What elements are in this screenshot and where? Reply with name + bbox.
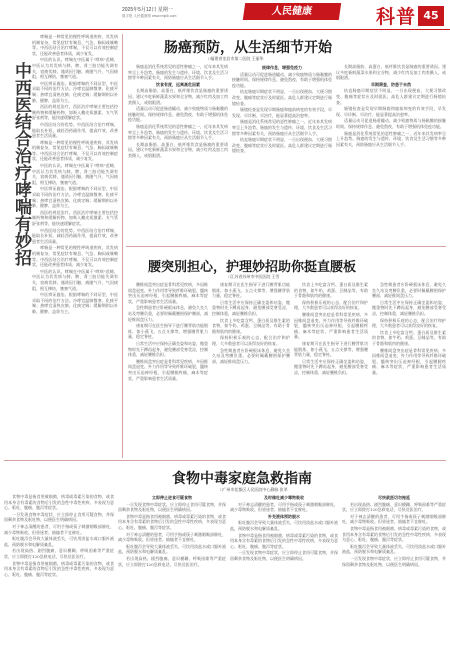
article-4-paragraph: 对于神志清醒的患者，可用手指或筷子刺激咽喉部催吐，减少毒物吸收。但昏迷者、抽搐者不宜催吐。 xyxy=(342,513,446,525)
article-3-paragraph: 日常生活中应保持正确坐姿和站姿，搬重物时先下蹲再起身，避免腰部受寒受凉，控制体重，减轻腰椎负担。 xyxy=(212,299,290,316)
article-1-paragraph: 西医的规范治疗。西医治疗哮喘主要包括控制药物和缓解药物，如吸入糖皮质激素、支气管舒张剂等，能快速缓解症状。 xyxy=(32,104,118,121)
article-3-paragraph: 日常生活中应保持正确坐姿和站姿，搬重物时先下蹲再起身，避免腰部受寒受凉，控制体重，减轻腰椎负担。 xyxy=(294,358,368,375)
publication-meta: 数字报 人民健康网 www.rmjkb.com xyxy=(122,14,177,18)
article-2-paragraph: 肠癌是消化系统常见的恶性肿瘤之一，近年来其发病率呈上升趋势。肠癌的发生与遗传、环境、饮食及生活习惯等多种因素有关，预防肠癌应从生活细节入手。 xyxy=(232,119,332,136)
article-3-paragraph: 急性期患者应卧硬板床休息，避免久坐久站及弯腰负重，必要时佩戴腰围保护腰部，减轻椎间盘压力。 xyxy=(372,282,446,299)
article-1-paragraph: 中西医结合的优势。中西医结合治疗哮喘，能取长补短，减轻西药副作用，提高疗效，改善患者生活质量。 xyxy=(32,121,118,139)
article-4-paragraph: 若出现高热、剧烈腹痛、意识模糊、呼吸困难等严重症状，应立即拨打120急救电话，尽快送医治疗。 xyxy=(4,548,114,559)
article-4-paragraph: 一旦发现食物中毒症状，应立即停止食用可疑食物，并保留剩余食物及呕吐物，以便医生明确病因。 xyxy=(230,550,338,561)
article-3-paragraph: 腰椎间盘突出症是骨科常见疾病，多因椎间盘退变、外力作用等导致纤维环破裂，髓核突出压迫神经根，引起腰腿疼痛、麻木等症状，严重影响患者生活质量。 xyxy=(128,358,208,381)
article-3-byline: □江苏省苏州市中医医院 王雪 xyxy=(228,274,280,279)
article-4-paragraph: 食物中毒是指食用被细菌、病毒或毒素污染的食物，或食用本身含有毒素的食物后引发的急性中毒性疾病，多表现为恶心、呕吐、腹痛、腹泻等症状。 xyxy=(230,532,338,549)
page-header xyxy=(0,0,450,30)
article-1-paragraph: 中医辨证施治。根据哮喘的不同证型，中医采取不同的治疗方法。冷哮宜温肺散寒、化痰平喘；热哮宜清热宣肺、化痰定喘；缓解期则以补肺、健脾、益肾为主。 xyxy=(32,292,118,314)
article-3-paragraph: 饮食上多吃富含钙、蛋白质及维生素的食物，如牛奶、鸡蛋、豆制品等，有助于骨骼和肌肉的健康。 xyxy=(212,317,290,334)
article-2-paragraph: 结直肠癌早期症状不明显，一旦出现便血、大便习惯改变、腹痛等症状应及时就医。高危人群建议定期进行肠镜检查。 xyxy=(232,137,332,154)
article-1-paragraph: 中医的认识。哮喘在中医属于"哮病"范畴，中医认为其发病与肺、脾、肾三脏功能失调有关，宿痰伏肺，遇诱因引触，痰随气升，气因痰阻，相互搏结，壅塞气道。 xyxy=(32,163,118,185)
article-3-paragraph: 急性期患者应卧硬板床休息，避免久坐久站及弯腰负重，必要时佩戴腰围保护腰部，减轻椎间盘压力。 xyxy=(212,347,290,364)
article-3-column-1 xyxy=(128,282,208,452)
article-1-paragraph: 中医的认识。哮喘在中医属于"哮病"范畴，中医认为其发病与肺、脾、肾三脏功能失调有关，宿痰伏肺，遇诱因引触，痰随气升，气因痰阻，相互搏结，壅塞气道。 xyxy=(32,268,118,291)
article-4-paragraph: 一旦发现食物中毒症状，应立即停止食用可疑食物，并保留剩余食物及呕吐物，以便医生明确病因。 xyxy=(118,501,226,513)
article-2-paragraph: 肠癌是消化系统常见的恶性肿瘤之一，近年来其发病率呈上升趋势。肠癌的发生与遗传、环境、饮食及生活习惯等多种因素有关，预防肠癌应从生活细节入手。 xyxy=(128,64,228,81)
article-1-paragraph: 中医辨证施治。根据哮喘的不同证型，中医采取不同的治疗方法。冷哮宜温肺散寒、化痰平喘；热哮宜清热宣肺、化痰定喘；缓解期则以补肺、健脾、益肾为主。 xyxy=(32,186,118,209)
article-2-paragraph: 肠癌是消化系统常见的恶性肿瘤之一，近年来其发病率呈上升趋势。肠癌的发生与遗传、环境、饮食及生活习惯等多种因素有关，预防肠癌应从生活细节入手。 xyxy=(336,130,446,147)
article-2-column-2 xyxy=(232,64,332,244)
article-2-paragraph: 长期高脂肪、高蛋白、低纤维饮食是肠癌的重要诱因。建议多吃新鲜蔬菜水果和全谷物，减少红肉及加工肉类摄入，戒烟限酒。 xyxy=(128,141,228,158)
section-divider xyxy=(4,460,446,461)
article-4-paragraph: 呕吐腹泻会导致大量体液丢失，可饮用淡盐水或口服补液盐，预防脱水和电解质紊乱。 xyxy=(342,543,446,555)
article-4-paragraph: 若出现高热、剧烈腹痛、意识模糊、呼吸困难等严重症状，应立即拨打120急救电话，尽快送医治疗。 xyxy=(342,501,446,513)
article-4-paragraph: 一旦发现食物中毒症状，应立即停止食用可疑食物，并保留剩余食物及呕吐物，以便医生明确病因。 xyxy=(4,511,114,523)
article-2-title: 肠癌预防，从生活细节开始 xyxy=(164,40,332,56)
article-4-paragraph: 食物中毒是指食用被细菌、病毒或毒素污染的食物，或食用本身含有毒素的食物后引发的急性中毒性疾病，多表现为恶心、呕吐、腹痛、腹泻等症状。 xyxy=(4,494,114,511)
article-4-paragraph: 若出现高热、剧烈腹痛、意识模糊、呼吸困难等严重症状，应立即拨打120急救电话，尽快送医治疗。 xyxy=(118,555,226,567)
article-3-paragraph: 日常生活中应保持正确坐姿和站姿，搬重物时先下蹲再起身，避免腰部受寒受凉，控制体重，减轻腰椎负担。 xyxy=(128,340,208,358)
article-1-paragraph: 中西医结合的优势。中西医结合治疗哮喘，能取长补短，减轻西药副作用，提高疗效，改善患者生活质量。 xyxy=(32,227,118,244)
article-2-column-1 xyxy=(128,64,228,244)
article-2-paragraph: 肠镜检查是发现早期肠癌和癌前病变的有效手段，早发现、早诊断、早治疗，能显著提高治愈率。 xyxy=(336,106,446,117)
article-4-byline: □广州市花都区人民医院中心静脉 张翠 xyxy=(220,487,288,492)
article-3-paragraph: 饮食上多吃富含钙、蛋白质及维生素的食物，如牛奶、鸡蛋、豆制品等，有助于骨骼和肌肉的健康。 xyxy=(294,282,368,299)
masthead-logo: 人民健康 xyxy=(243,3,341,20)
article-2-paragraph: 长期高脂肪、高蛋白、低纤维饮食是肠癌的重要诱因。建议多吃新鲜蔬菜水果和全谷物，减少红肉及加工肉类摄入，戒烟限酒。 xyxy=(336,64,446,81)
article-1-paragraph: 中医辨证施治。根据哮喘的不同证型，中医采取不同的治疗方法。冷哮宜温肺散寒、化痰平喘；热哮宜清热宣肺、化痰定喘；缓解期则以补肺、健脾、益肾为主。 xyxy=(32,80,118,103)
article-4-paragraph: 食物中毒是指食用被细菌、病毒或毒素污染的食物，或食用本身含有毒素的食物后引发的急性中毒性疾病，多表现为恶心、呕吐、腹痛、腹泻等症状。 xyxy=(342,525,446,543)
page-number: 45 xyxy=(418,6,444,26)
article-2-byline: □福建省龙岩市第二医院 王丽华 xyxy=(208,56,264,61)
article-1-title: 中西医结合治疗哮喘有妙招 xyxy=(11,62,31,266)
article-3-paragraph: 日常生活中应保持正确坐姿和站姿，搬重物时先下蹲再起身，避免腰部受寒受凉，控制体重，减轻腰椎负担。 xyxy=(372,299,446,316)
article-1-body xyxy=(32,34,118,458)
article-4-paragraph: 对于神志清醒的患者，可用手指或筷子刺激咽喉部催吐，减少毒物吸收。但昏迷者、抽搐者不宜催吐。 xyxy=(4,523,114,535)
article-1-paragraph: 哮喘是一种常见的慢性呼吸道疾病，其发病机制复杂，常见症状有喘息、气急、胸闷或咳嗽等。中西医结合治疗哮喘，不仅可以有效控制症状，还能改善患者体质，减少复发。 xyxy=(32,139,118,162)
article-2-paragraph: 肠癌是消化系统常见的恶性肿瘤之一，近年来其发病率呈上升趋势。肠癌的发生与遗传、环境、饮食及生活习惯等多种因素有关，预防肠癌应从生活细节入手。 xyxy=(128,123,228,141)
article-2-paragraph: 长期高脂肪、高蛋白、低纤维饮食是肠癌的重要诱因。建议多吃新鲜蔬菜水果和全谷物，减少红肉及加工肉类摄入，戒烟限酒。 xyxy=(128,88,228,105)
article-3-paragraph: 腰椎间盘突出症是骨科常见疾病，多因椎间盘退变、外力作用等导致纤维环破裂，髓核突出压迫神经根，引起腰腿疼痛、麻木等症状，严重影响患者生活质量。 xyxy=(294,311,368,340)
article-2-paragraph: 肠镜检查是发现早期肠癌和癌前病变的有效手段，早发现、早诊断、早治疗，能显著提高治愈率。 xyxy=(232,107,332,118)
article-2-column-3 xyxy=(336,64,446,244)
column-divider xyxy=(122,34,123,458)
article-3-paragraph: 腰椎间盘突出症是骨科常见疾病，多因椎间盘退变、外力作用等导致纤维环破裂，髓核突出压迫神经根，引起腰腿疼痛、麻木等症状，严重影响患者生活质量。 xyxy=(372,347,446,375)
article-3-paragraph: 康复期可在医生指导下进行腰背肌功能锻炼，如小燕飞、五点支撑等，增强腰背肌力量，稳定脊柱。 xyxy=(294,340,368,358)
section-title: 科普 xyxy=(376,6,417,28)
article-4-paragraph: 食物中毒是指食用被细菌、病毒或毒素污染的食物，或食用本身含有毒素的食物后引发的急性中毒性疾病，多表现为恶心、呕吐、腹痛、腹泻等症状。 xyxy=(118,513,226,530)
article-4-subhead: 立即停止进食可疑食物 xyxy=(152,495,192,500)
article-3-paragraph: 保持积极乐观的心态，配合治疗和护理，大多数患者可以获得良好的恢复。 xyxy=(372,317,446,329)
article-2-subhead: 规律作息，增强免疫力 xyxy=(262,65,302,70)
article-4-title: 食物中毒家庭急救指南 xyxy=(172,471,312,487)
article-3-paragraph: 急性期患者应卧硬板床休息，避免久坐久站及弯腰负重，必要时佩戴腰围保护腰部，减轻椎间盘压力。 xyxy=(128,305,208,322)
article-3-paragraph: 保持积极乐观的心态，配合治疗和护理，大多数患者可以获得良好的恢复。 xyxy=(212,335,290,346)
article-3-column-3 xyxy=(294,282,368,452)
article-1-paragraph: 哮喘是一种常见的慢性呼吸道疾病，其发病机制复杂，常见症状有喘息、气急、胸闷或咳嗽等。中西医结合治疗哮喘，不仅可以有效控制症状，还能改善患者体质，减少复发。 xyxy=(32,245,118,268)
article-4-column-1 xyxy=(4,494,114,670)
article-2-paragraph: 结直肠癌早期症状不明显，一旦出现便血、大便习惯改变、腹痛等症状应及时就医。高危人群建议定期进行肠镜检查。 xyxy=(232,89,332,106)
issue-date: 2025年5月12日 星期一 xyxy=(122,7,173,13)
article-2-paragraph: 适量运动可促进肠道蠕动，减少致癌物质与肠黏膜的接触时间。保持规律作息、避免熬夜，有助于增强机体免疫功能。 xyxy=(232,71,332,88)
article-4-column-2 xyxy=(118,494,226,670)
article-3-paragraph: 饮食上多吃富含钙、蛋白质及维生素的食物，如牛奶、鸡蛋、豆制品等，有助于骨骼和肌肉的健康。 xyxy=(372,329,446,346)
article-3-column-2 xyxy=(212,282,290,452)
article-2-paragraph: 适量运动可促进肠道蠕动，减少致癌物质与肠黏膜的接触时间。保持规律作息、避免熬夜，有助于增强机体免疫功能。 xyxy=(128,106,228,123)
article-2-subhead: 饮食有度，远离高危因素 xyxy=(156,81,200,87)
article-4-paragraph: 对于神志清醒的患者，可用手指或筷子刺激咽喉部催吐，减少毒物吸收。但昏迷者、抽搐者不宜催吐。 xyxy=(230,501,338,513)
article-2-paragraph: 结直肠癌早期症状不明显，一旦出现便血、大便习惯改变、腹痛等症状应及时就医。高危人群建议定期进行肠镜检查。 xyxy=(336,88,446,105)
article-1-paragraph: 哮喘是一种常见的慢性呼吸道疾病，其发病机制复杂，常见症状有喘息、气急、胸闷或咳嗽等。中西医结合治疗哮喘，不仅可以有效控制症状，还能改善患者体质，减少复发。 xyxy=(32,34,118,56)
article-4-paragraph: 对于神志清醒的患者，可用手指或筷子刺激咽喉部催吐，减少毒物吸收。但昏迷者、抽搐者不宜催吐。 xyxy=(118,531,226,543)
article-3-paragraph: 腰椎间盘突出症是骨科常见疾病，多因椎间盘退变、外力作用等导致纤维环破裂，髓核突出压迫神经根，引起腰腿疼痛、麻木等症状，严重影响患者生活质量。 xyxy=(128,282,208,304)
article-4-column-4 xyxy=(342,494,446,670)
article-4-subhead: 及时催吐减少毒物吸收 xyxy=(264,495,304,500)
section-divider xyxy=(126,246,446,247)
article-2-paragraph: 适量运动可促进肠道蠕动，减少致癌物质与肠黏膜的接触时间。保持规律作息、避免熬夜，有助于增强机体免疫功能。 xyxy=(336,118,446,129)
article-4-paragraph: 呕吐腹泻会导致大量体液丢失，可饮用淡盐水或口服补液盐，预防脱水和电解质紊乱。 xyxy=(118,543,226,555)
article-4-paragraph: 呕吐腹泻会导致大量体液丢失，可饮用淡盐水或口服补液盐，预防脱水和电解质紊乱。 xyxy=(4,536,114,547)
article-3-paragraph: 保持积极乐观的心态，配合治疗和护理，大多数患者可以获得良好的恢复。 xyxy=(294,299,368,311)
article-4-column-3 xyxy=(230,494,338,670)
article-4-paragraph: 食物中毒是指食用被细菌、病毒或毒素污染的食物，或食用本身含有毒素的食物后引发的急性中毒性疾病，多表现为恶心、呕吐、腹痛、腹泻等症状。 xyxy=(4,560,114,577)
article-4-paragraph: 呕吐腹泻会导致大量体液丢失，可饮用淡盐水或口服补液盐，预防脱水和电解质紊乱。 xyxy=(230,520,338,531)
article-3-title: 腰突別担心，护理妙招助你挺直腰板 xyxy=(148,260,357,275)
article-4-subhead: 尽快就医切勿拖延 xyxy=(378,495,410,500)
article-1-paragraph: 西医的规范治疗。西医治疗哮喘主要包括控制药物和缓解药物，如吸入糖皮质激素、支气管舒张剂等，能快速缓解症状。 xyxy=(32,209,118,226)
article-3-column-4 xyxy=(372,282,446,452)
article-2-subhead: 早期筛查，防患于未然 xyxy=(371,81,411,87)
article-1-paragraph: 中医的认识。哮喘在中医属于"哮病"范畴，中医认为其发病与肺、脾、肾三脏功能失调有关，宿痰伏肺，遇诱因引触，痰随气升，气因痰阻，相互搏结，壅塞气道。 xyxy=(32,57,118,80)
header-rule xyxy=(0,29,450,30)
article-4-subhead: 补充液体预防脱水 xyxy=(268,513,300,519)
article-3-paragraph: 康复期可在医生指导下进行腰背肌功能锻炼，如小燕飞、五点支撑等，增强腰背肌力量，稳定脊柱。 xyxy=(212,282,290,299)
article-3-paragraph: 康复期可在医生指导下进行腰背肌功能锻炼，如小燕飞、五点支撑等，增强腰背肌力量，稳定脊柱。 xyxy=(128,323,208,340)
article-4-paragraph: 一旦发现食物中毒症状，应立即停止食用可疑食物，并保留剩余食物及呕吐物，以便医生明确病因。 xyxy=(342,555,446,567)
